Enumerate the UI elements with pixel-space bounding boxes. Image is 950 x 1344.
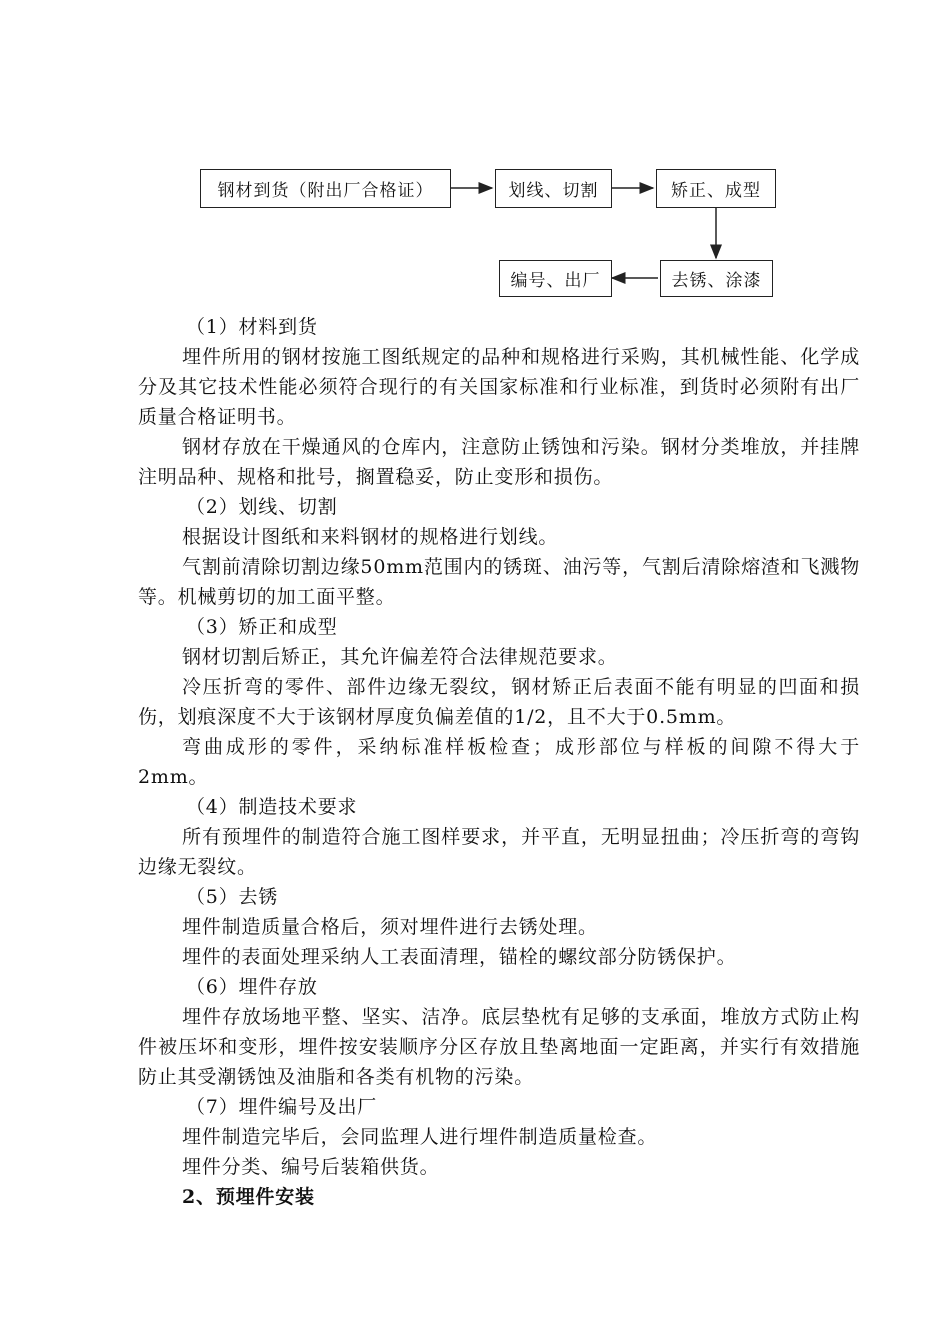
heading-numbering-shipping: （7）埋件编号及出厂	[186, 1096, 378, 1118]
heading-derusting: （5）去锈	[186, 886, 279, 908]
paragraph: 根据设计图纸和来料钢材的规格进行划线。	[182, 526, 559, 548]
paragraph: 埋件存放场地平整、坚实、洁净。底层垫枕有足够的支承面，堆放方式防止构件被压坏和变形，埋件按安装顺序分区存放且垫离地面一定距离，并实行有效措施防止其受潮锈蚀及油脂和各类有机物的污染。	[138, 1006, 860, 1088]
heading-straightening-forming: （3）矫正和成型	[186, 616, 338, 638]
paragraph: 埋件制造质量合格后，须对埋件进行去锈处理。	[182, 916, 598, 938]
flow-step-numbering-shipping: 编号、出厂	[499, 260, 612, 297]
paragraph: 钢材存放在干燥通风的仓库内，注意防止锈蚀和污染。钢材分类堆放，并挂牌注明品种、规格和批号，搁置稳妥，防止变形和损伤。	[138, 436, 860, 488]
flow-arrows	[0, 0, 950, 310]
section-title-embedded-parts-installation: 2、预埋件安装	[182, 1186, 315, 1208]
paragraph: 埋件制造完毕后，会同监理人进行埋件制造质量检查。	[182, 1126, 658, 1148]
paragraph: 钢材切割后矫正，其允许偏差符合法律规范要求。	[182, 646, 618, 668]
paragraph: 冷压折弯的零件、部件边缘无裂纹，钢材矫正后表面不能有明显的凹面和损伤，划痕深度不大于该钢材厚度负偏差值的1/2，且不大于0.5mm。	[138, 676, 860, 728]
heading-storage: （6）埋件存放	[186, 976, 318, 998]
flow-step-derusting-painting: 去锈、涂漆	[660, 260, 773, 297]
paragraph: 埋件分类、编号后装箱供货。	[182, 1156, 440, 1178]
flow-step-straightening-forming: 矫正、成型	[656, 169, 776, 208]
flow-step-steel-arrival: 钢材到货（附出厂合格证）	[200, 169, 451, 208]
document-body	[138, 312, 860, 1212]
heading-material-arrival: （1）材料到货	[186, 316, 318, 338]
heading-marking-cutting: （2）划线、切割	[186, 496, 338, 518]
paragraph: 弯曲成形的零件，采纳标准样板检查；成形部位与样板的间隙不得大于2mm。	[138, 736, 860, 788]
flow-step-marking-cutting: 划线、切割	[495, 169, 612, 208]
paragraph: 所有预埋件的制造符合施工图样要求，并平直，无明显扭曲；冷压折弯的弯钩边缘无裂纹。	[138, 826, 860, 878]
paragraph: 埋件的表面处理采纳人工表面清理，锚栓的螺纹部分防锈保护。	[182, 946, 737, 968]
heading-manufacturing-requirements: （4）制造技术要求	[186, 796, 358, 818]
process-flowchart	[0, 0, 950, 310]
paragraph: 埋件所用的钢材按施工图纸规定的品种和规格进行采购，其机械性能、化学成分及其它技术性能必须符合现行的有关国家标准和行业标准，到货时必须附有出厂质量合格证明书。	[138, 346, 860, 428]
paragraph: 气割前清除切割边缘50mm范围内的锈斑、油污等，气割后清除熔渣和飞溅物等。机械剪切的加工面平整。	[138, 556, 860, 608]
